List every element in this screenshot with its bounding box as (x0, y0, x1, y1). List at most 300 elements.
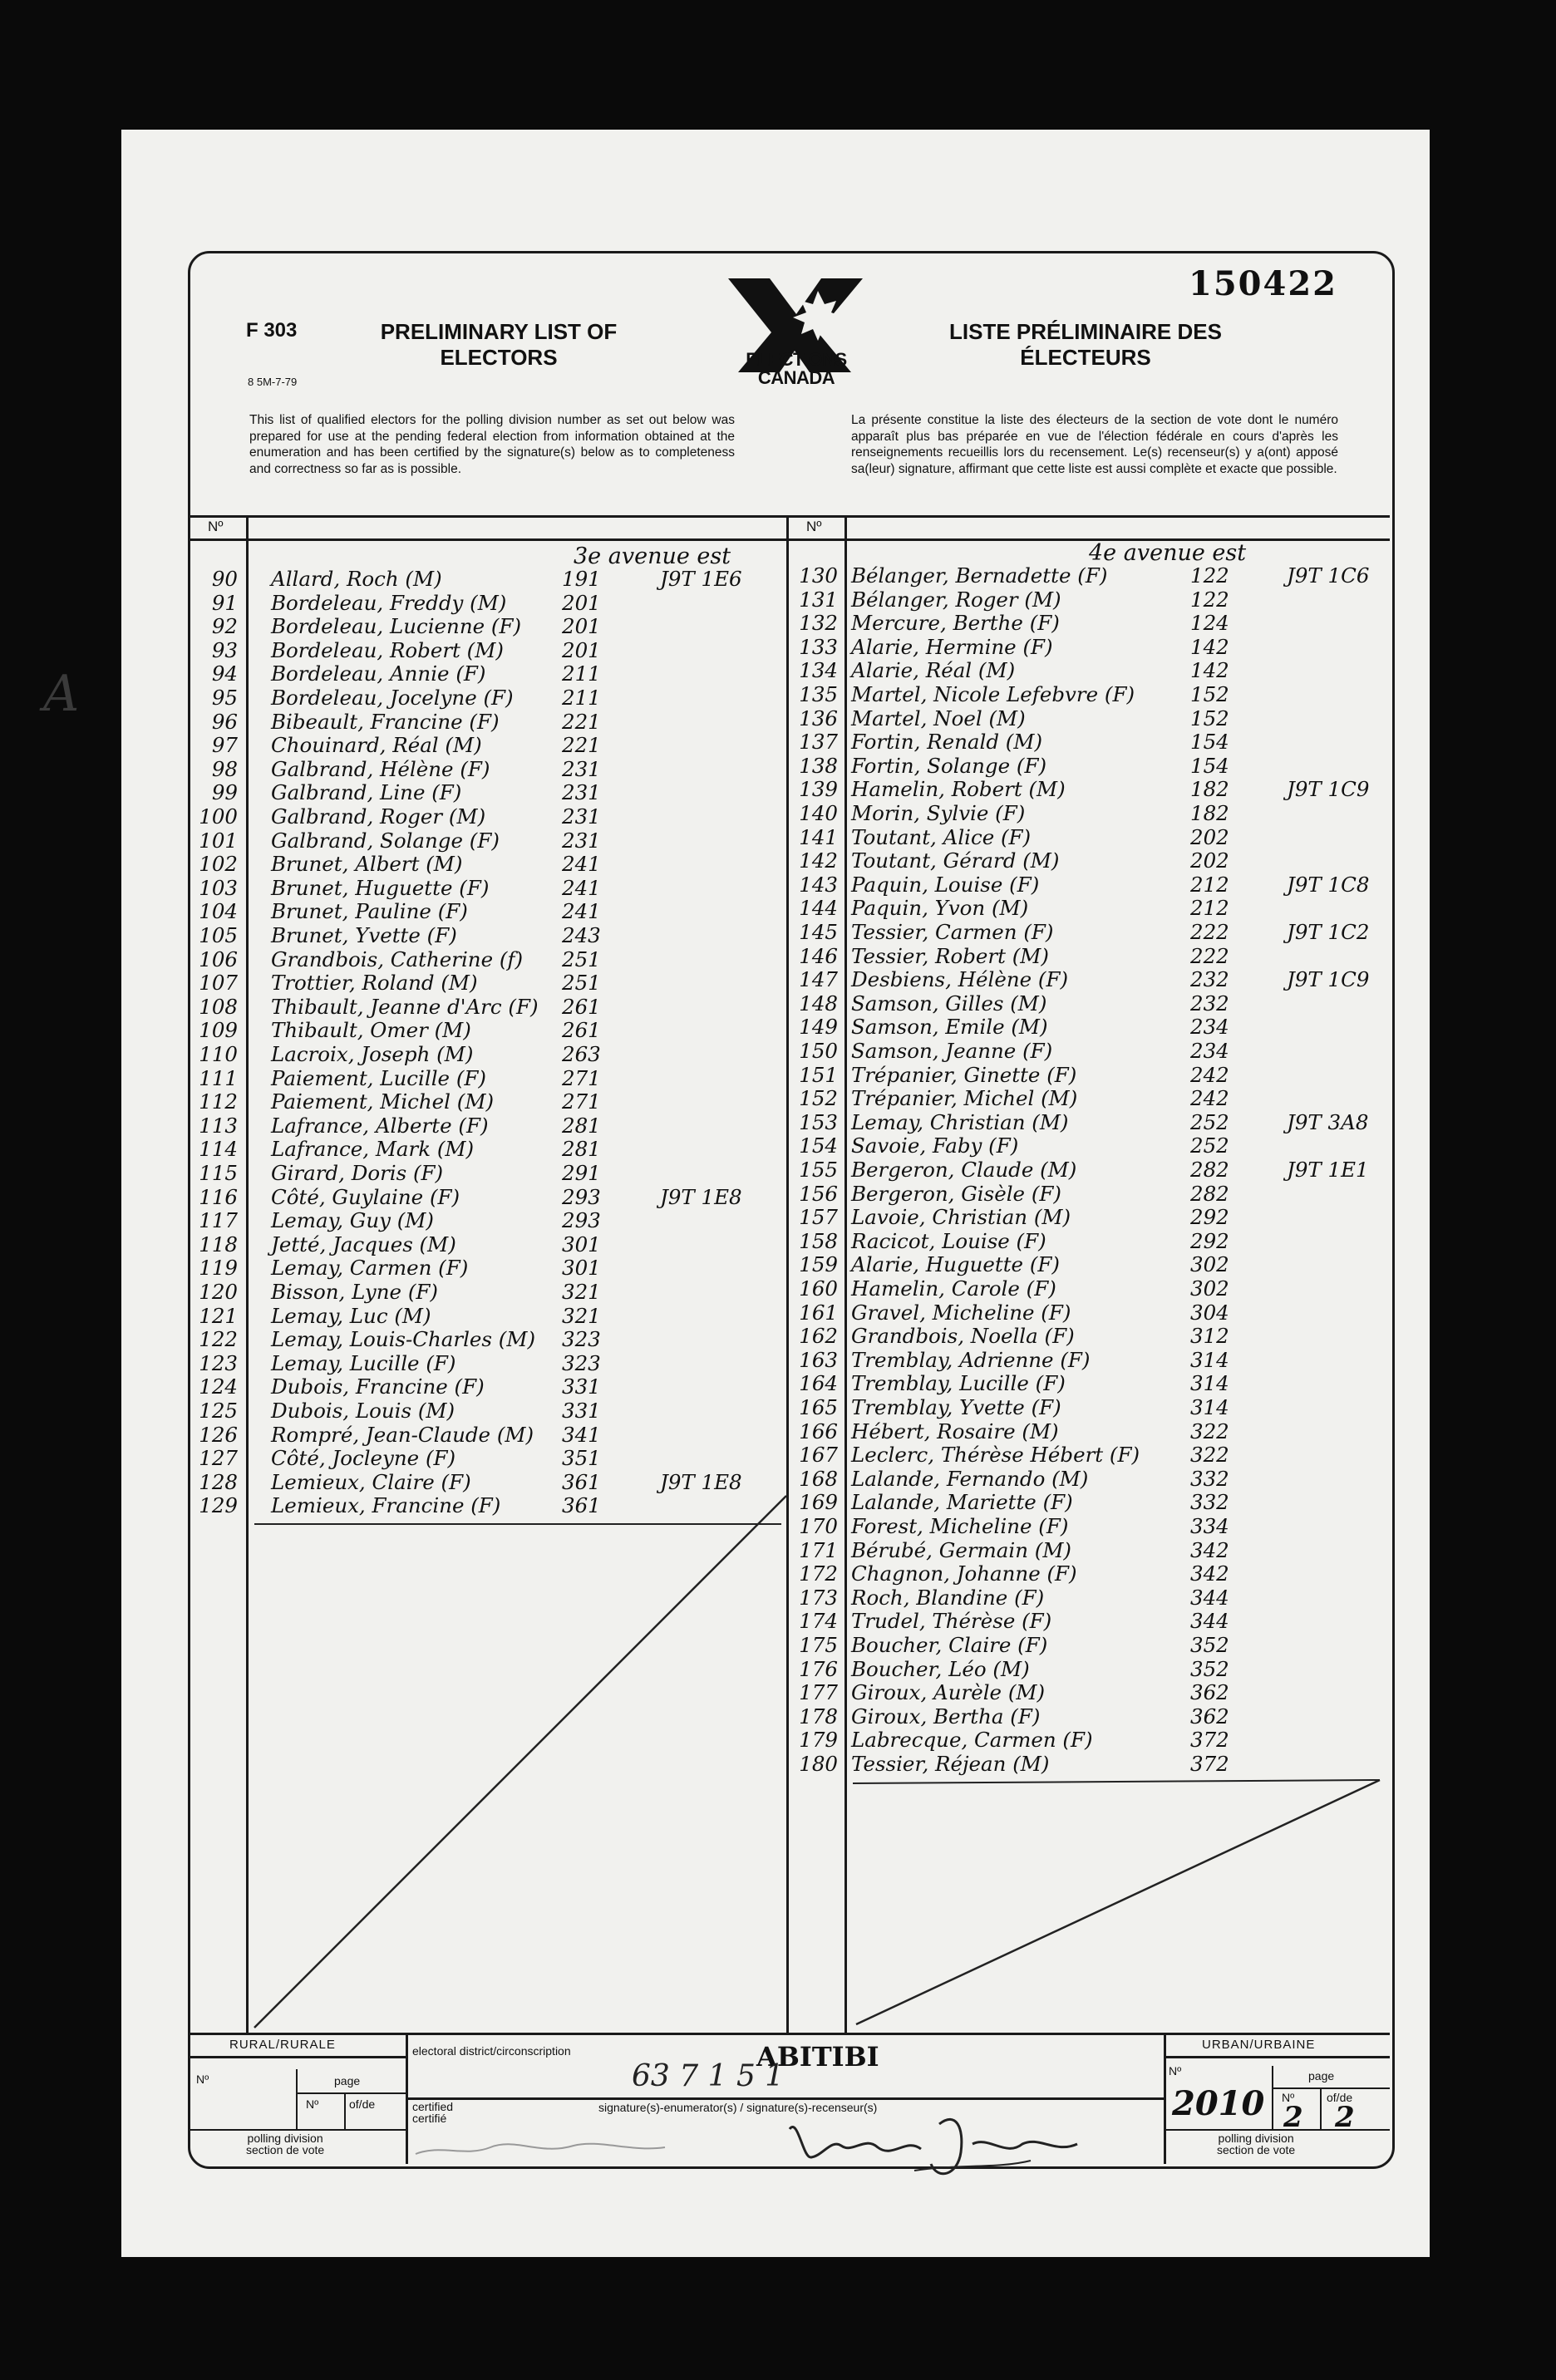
elector-number: 104 (199, 899, 238, 924)
elector-number: 159 (799, 1252, 838, 1277)
elector-address: 201 (562, 614, 601, 639)
elector-name: Bergeron, Claude (M) (851, 1158, 1077, 1182)
elector-name: Côté, Guylaine (F) (271, 1184, 460, 1209)
elector-number: 149 (799, 1015, 838, 1040)
elector-number: 91 (211, 590, 238, 615)
elector-number: 128 (199, 1469, 238, 1494)
elector-name: Alarie, Réal (M) (851, 658, 1016, 683)
left-number-header: Nº (208, 519, 224, 534)
elector-address: 312 (1190, 1324, 1229, 1349)
elector-number: 95 (211, 686, 238, 710)
elector-name: Toutant, Gérard (M) (851, 848, 1060, 873)
elector-number: 98 (211, 756, 238, 781)
elector-name: Lafrance, Mark (M) (271, 1137, 475, 1162)
elector-number: 116 (199, 1184, 238, 1209)
elector-address: 321 (562, 1303, 601, 1328)
elector-address: 222 (1190, 920, 1229, 944)
elector-address: 241 (562, 875, 601, 900)
intro-french: La présente constitue la liste des électeurs de la section de vote dont le numéro apparaît plus bas préparée en vue de l'élection fédérale en cours d'après les renseignements recueillis lors du recensement. Le(s) recenseur(s) y a(ont) apposé sa(leur) signature, affirmant que cette liste est aussi complète et exacte que possible. (851, 413, 1338, 476)
form-code: F 303 (246, 319, 298, 342)
elector-name: Desbiens, Hélène (F) (851, 967, 1069, 992)
elector-name: Allard, Roch (M) (271, 567, 442, 591)
elector-name: Tremblay, Yvette (F) (851, 1395, 1061, 1419)
elector-number: 121 (199, 1303, 238, 1328)
urban-no-label: Nº (1169, 2064, 1182, 2078)
elector-address: 321 (562, 1280, 601, 1304)
elector-number: 165 (799, 1395, 838, 1419)
elector-name: Brunet, Albert (M) (271, 852, 463, 877)
elector-number: 168 (799, 1466, 838, 1491)
signature-label: signature(s)-enumerator(s) / signature(s)-recenseur(s) (598, 2101, 878, 2114)
elector-name: Labrecque, Carmen (F) (851, 1728, 1093, 1753)
elector-number: 176 (799, 1656, 838, 1681)
title-french: LISTE PRÉLIMINAIRE DES ÉLECTEURS (949, 319, 1222, 370)
elector-address: 231 (562, 780, 601, 805)
elector-name: Fortin, Solange (F) (851, 753, 1046, 778)
elector-number: 134 (799, 658, 838, 683)
elector-address: 122 (1190, 587, 1229, 612)
elector-address: 124 (1190, 611, 1229, 636)
elector-name: Tremblay, Adrienne (F) (851, 1347, 1091, 1372)
faint-signature (416, 2144, 665, 2154)
elector-name: Leclerc, Thérèse Hébert (F) (851, 1443, 1140, 1468)
elector-number: 143 (799, 872, 838, 897)
elector-number: 117 (199, 1208, 238, 1233)
elector-address: 211 (562, 661, 601, 686)
urban-polling-label: polling division section de vote (1217, 2132, 1296, 2156)
elector-address: 201 (562, 590, 601, 615)
elector-name: Paquin, Louise (F) (851, 872, 1040, 897)
elector-name: Hamelin, Robert (M) (851, 777, 1066, 802)
elector-address: 304 (1190, 1300, 1229, 1325)
elector-number: 153 (799, 1109, 838, 1134)
elector-number: 120 (199, 1280, 238, 1304)
elector-number: 93 (211, 637, 238, 662)
elector-address: 242 (1190, 1062, 1229, 1087)
elector-name: Forest, Micheline (F) (851, 1514, 1069, 1538)
elector-number: 151 (799, 1062, 838, 1087)
elector-address: 334 (1190, 1514, 1229, 1538)
elector-number: 111 (199, 1065, 238, 1090)
elector-address: 232 (1190, 967, 1229, 992)
logo-wordmark: ELECTIONS CANADA (746, 349, 847, 388)
elector-name: Bergeron, Gisèle (F) (851, 1181, 1061, 1206)
elector-number: 123 (199, 1350, 238, 1375)
elector-number: 136 (799, 706, 838, 730)
elector-number: 137 (799, 730, 838, 755)
elector-address: 322 (1190, 1419, 1229, 1443)
urban-of-label: of/de (1327, 2091, 1353, 2104)
elector-name: Lemieux, Claire (F) (271, 1469, 471, 1494)
elector-address: 352 (1190, 1633, 1229, 1657)
elector-postal-code: J9T 1E8 (660, 1469, 742, 1494)
elector-name: Lemieux, Francine (F) (271, 1493, 501, 1518)
elector-number: 147 (799, 967, 838, 992)
elector-number: 100 (199, 804, 238, 829)
elector-name: Bordeleau, Annie (F) (271, 661, 486, 686)
elector-address: 302 (1190, 1252, 1229, 1277)
elector-name: Jetté, Jacques (M) (271, 1232, 456, 1256)
elector-name: Girard, Doris (F) (271, 1161, 444, 1185)
elector-name: Hébert, Rosaire (M) (851, 1419, 1059, 1443)
elector-name: Lemay, Guy (M) (271, 1208, 434, 1233)
elector-name: Samson, Emile (M) (851, 1015, 1048, 1040)
elector-name: Boucher, Claire (F) (851, 1633, 1048, 1657)
elector-name: Bérubé, Germain (M) (851, 1537, 1071, 1562)
elector-name: Chagnon, Johanne (F) (851, 1561, 1077, 1586)
elector-name: Gravel, Micheline (F) (851, 1300, 1071, 1325)
elector-address: 252 (1190, 1109, 1229, 1134)
elector-address: 292 (1190, 1205, 1229, 1230)
elector-address: 314 (1190, 1371, 1229, 1396)
elector-address: 152 (1190, 682, 1229, 706)
elector-name: Galbrand, Hélène (F) (271, 756, 490, 781)
elector-name: Bordeleau, Freddy (M) (271, 590, 507, 615)
elector-number: 164 (799, 1371, 838, 1396)
elector-address: 231 (562, 804, 601, 829)
elector-address: 142 (1190, 634, 1229, 659)
elector-name: Racicot, Louise (F) (851, 1228, 1046, 1253)
elector-number: 131 (799, 587, 838, 612)
elector-address: 271 (562, 1089, 601, 1114)
elector-address: 251 (562, 947, 601, 971)
elector-number: 174 (799, 1609, 838, 1634)
elector-address: 301 (562, 1256, 601, 1281)
elector-address: 332 (1190, 1466, 1229, 1491)
elector-address: 372 (1190, 1728, 1229, 1753)
margin-letter: A (43, 665, 80, 723)
form-date: 8 5M-7-79 (248, 376, 298, 388)
elector-address: 342 (1190, 1537, 1229, 1562)
elector-address: 202 (1190, 824, 1229, 849)
elector-address: 122 (1190, 563, 1229, 588)
elector-name: Lalande, Mariette (F) (851, 1490, 1073, 1515)
electoral-district-label: electoral district/circonscription (412, 2044, 571, 2058)
elector-name: Grandbois, Catherine (f) (271, 947, 524, 971)
elector-name: Lemay, Carmen (F) (271, 1256, 469, 1281)
right-number-header: Nº (806, 519, 822, 534)
elector-name: Brunet, Huguette (F) (271, 875, 490, 900)
elector-number: 163 (799, 1347, 838, 1372)
elector-address: 154 (1190, 730, 1229, 755)
elector-number: 156 (799, 1181, 838, 1206)
elector-number: 96 (211, 709, 238, 734)
elector-number: 109 (199, 1018, 238, 1043)
elector-number: 170 (799, 1514, 838, 1538)
left-street-header: 3e avenue est (574, 543, 731, 569)
elector-number: 103 (199, 875, 238, 900)
elector-number: 155 (799, 1158, 838, 1182)
page-number: 2 (1283, 2101, 1303, 2134)
elector-name: Mercure, Berthe (F) (851, 611, 1060, 636)
elector-address: 241 (562, 852, 601, 877)
elector-number: 172 (799, 1561, 838, 1586)
elector-number: 125 (199, 1399, 238, 1423)
elector-number: 101 (199, 828, 238, 853)
intro-english: This list of qualified electors for the polling division number as set out below was prepared for use at the pending federal election from information obtained at the enumeration and has been certified by the signature(s) below as to completeness and correctness so far as is possible. (249, 413, 735, 476)
elector-name: Lacroix, Joseph (M) (271, 1042, 474, 1066)
elector-address: 263 (562, 1042, 601, 1066)
elector-address: 221 (562, 733, 601, 758)
elector-address: 231 (562, 756, 601, 781)
rural-page-no-label: Nº (306, 2097, 319, 2111)
elector-address: 314 (1190, 1395, 1229, 1419)
elector-name: Tessier, Carmen (F) (851, 920, 1054, 944)
elector-name: Martel, Nicole Lefebvre (F) (851, 682, 1135, 706)
elector-address: 241 (562, 899, 601, 924)
urban-page-no-label: Nº (1282, 2091, 1295, 2104)
elector-name: Bordeleau, Lucienne (F) (271, 614, 522, 639)
elector-address: 243 (562, 923, 601, 947)
elector-address: 202 (1190, 848, 1229, 873)
certified-label: certified certifié (412, 2100, 454, 2125)
signature-first-name (790, 2127, 921, 2158)
elector-number: 92 (211, 614, 238, 639)
elector-address: 212 (1190, 872, 1229, 897)
elector-address: 261 (562, 994, 601, 1019)
elector-number: 179 (799, 1728, 838, 1753)
elector-name: Côté, Jocleyne (F) (271, 1446, 456, 1471)
elector-number: 166 (799, 1419, 838, 1443)
elector-number: 144 (799, 896, 838, 921)
elector-number: 175 (799, 1633, 838, 1657)
elector-number: 107 (199, 971, 238, 996)
elector-number: 105 (199, 923, 238, 947)
elector-name: Morin, Sylvie (F) (851, 801, 1026, 825)
elector-postal-code: J9T 1C9 (1287, 777, 1370, 802)
elector-number: 118 (199, 1232, 238, 1256)
document-number: 150422 (1189, 264, 1337, 303)
elector-name: Lavoie, Christian (M) (851, 1205, 1071, 1230)
elector-address: 142 (1190, 658, 1229, 683)
elector-number: 90 (211, 567, 238, 591)
elector-name: Tremblay, Lucille (F) (851, 1371, 1066, 1396)
elector-name: Paiement, Lucille (F) (271, 1065, 486, 1090)
elector-name: Bordeleau, Jocelyne (F) (271, 686, 514, 710)
elector-name: Dubois, Louis (M) (271, 1399, 455, 1423)
elector-address: 314 (1190, 1347, 1229, 1372)
elector-address: 182 (1190, 777, 1229, 802)
elector-number: 97 (211, 733, 238, 758)
elector-name: Trottier, Roland (M) (271, 971, 478, 996)
elector-address: 222 (1190, 943, 1229, 968)
elector-address: 302 (1190, 1276, 1229, 1301)
elector-address: 361 (562, 1493, 601, 1518)
district-code-handwritten: 63 7 1 5 1 (632, 2059, 785, 2093)
elector-name: Grandbois, Noella (F) (851, 1324, 1075, 1349)
elector-address: 282 (1190, 1158, 1229, 1182)
elector-postal-code: J9T 1C8 (1287, 872, 1370, 897)
elector-address: 293 (562, 1184, 601, 1209)
elector-name: Hamelin, Carole (F) (851, 1276, 1056, 1301)
elector-number: 94 (211, 661, 238, 686)
elector-number: 167 (799, 1443, 838, 1468)
elector-name: Lemay, Luc (M) (271, 1303, 431, 1328)
elector-number: 148 (799, 991, 838, 1015)
elector-address: 293 (562, 1208, 601, 1233)
elector-name: Bisson, Lyne (F) (271, 1280, 438, 1304)
elector-address: 154 (1190, 753, 1229, 778)
elector-number: 127 (199, 1446, 238, 1471)
elector-address: 281 (562, 1113, 601, 1138)
rural-no-label: Nº (196, 2073, 209, 2086)
elector-number: 139 (799, 777, 838, 802)
elector-name: Galbrand, Line (F) (271, 780, 462, 805)
elector-address: 152 (1190, 706, 1229, 730)
elector-address: 291 (562, 1161, 601, 1185)
elector-number: 106 (199, 947, 238, 971)
elector-postal-code: J9T 1E8 (660, 1184, 742, 1209)
elector-name: Trépanier, Michel (M) (851, 1086, 1078, 1111)
elector-name: Tessier, Robert (M) (851, 943, 1049, 968)
elector-address: 372 (1190, 1752, 1229, 1776)
elector-name: Samson, Gilles (M) (851, 991, 1047, 1015)
elector-name: Galbrand, Solange (F) (271, 828, 500, 853)
elector-number: 161 (799, 1300, 838, 1325)
elector-name: Toutant, Alice (F) (851, 824, 1032, 849)
elector-number: 142 (799, 848, 838, 873)
elector-name: Roch, Blandine (F) (851, 1585, 1045, 1610)
elector-name: Boucher, Léo (M) (851, 1656, 1030, 1681)
title-english: PRELIMINARY LIST OF ELECTORS (380, 319, 618, 370)
elector-address: 344 (1190, 1585, 1229, 1610)
rural-polling-label: polling division section de vote (246, 2132, 325, 2156)
elector-number: 102 (199, 852, 238, 877)
elector-name: Alarie, Hermine (F) (851, 634, 1053, 659)
elector-number: 160 (799, 1276, 838, 1301)
elector-number: 173 (799, 1585, 838, 1610)
elector-name: Lemay, Christian (M) (851, 1109, 1069, 1134)
urban-label: URBAN/URBAINE (1202, 2038, 1316, 2052)
elector-name: Lemay, Lucille (F) (271, 1350, 456, 1375)
elector-number: 126 (199, 1422, 238, 1447)
elector-name: Galbrand, Roger (M) (271, 804, 486, 829)
elector-name: Rompré, Jean-Claude (M) (271, 1422, 534, 1447)
rural-label: RURAL/RURALE (229, 2038, 336, 2052)
elector-number: 171 (799, 1537, 838, 1562)
elector-number: 132 (799, 611, 838, 636)
elector-address: 182 (1190, 801, 1229, 825)
elector-address: 342 (1190, 1561, 1229, 1586)
elector-address: 292 (1190, 1228, 1229, 1253)
elector-address: 332 (1190, 1490, 1229, 1515)
elector-number: 177 (799, 1680, 838, 1705)
elector-address: 352 (1190, 1656, 1229, 1681)
elector-address: 242 (1190, 1086, 1229, 1111)
elector-number: 115 (199, 1161, 238, 1185)
elector-number: 129 (199, 1493, 238, 1518)
elector-number: 133 (799, 634, 838, 659)
elector-name: Dubois, Francine (F) (271, 1374, 485, 1399)
elector-address: 331 (562, 1374, 601, 1399)
elector-address: 191 (562, 567, 601, 591)
elector-address: 344 (1190, 1609, 1229, 1634)
elector-name: Fortin, Renald (M) (851, 730, 1042, 755)
elector-address: 323 (562, 1350, 601, 1375)
elector-number: 180 (799, 1752, 838, 1776)
elector-address: 362 (1190, 1704, 1229, 1728)
elector-postal-code: J9T 3A8 (1287, 1109, 1369, 1134)
elector-number: 169 (799, 1490, 838, 1515)
elector-number: 122 (199, 1327, 238, 1352)
elector-number: 150 (799, 1039, 838, 1063)
elector-number: 138 (799, 753, 838, 778)
elector-address: 361 (562, 1469, 601, 1494)
district-name: ABITIBI (756, 2041, 879, 2073)
elector-name: Trudel, Thérèse (F) (851, 1609, 1052, 1634)
elector-number: 113 (199, 1113, 238, 1138)
elector-name: Giroux, Aurèle (M) (851, 1680, 1046, 1705)
urban-page-label: page (1308, 2069, 1335, 2082)
elector-name: Bibeault, Francine (F) (271, 709, 500, 734)
elector-name: Bélanger, Roger (M) (851, 587, 1061, 612)
elector-name: Samson, Jeanne (F) (851, 1039, 1053, 1063)
elector-address: 323 (562, 1327, 601, 1352)
elector-number: 114 (199, 1137, 238, 1162)
elector-number: 99 (211, 780, 238, 805)
elector-name: Chouinard, Réal (M) (271, 733, 482, 758)
elector-name: Giroux, Bertha (F) (851, 1704, 1041, 1728)
elector-name: Lafrance, Alberte (F) (271, 1113, 489, 1138)
rural-of-label: of/de (349, 2097, 376, 2111)
elector-number: 178 (799, 1704, 838, 1728)
elector-address: 271 (562, 1065, 601, 1090)
elector-address: 351 (562, 1446, 601, 1471)
elector-address: 234 (1190, 1015, 1229, 1040)
elector-name: Tessier, Réjean (M) (851, 1752, 1050, 1776)
elector-number: 108 (199, 994, 238, 1019)
elector-number: 119 (199, 1256, 238, 1281)
rural-page-label: page (334, 2074, 361, 2087)
elector-address: 331 (562, 1399, 601, 1423)
elector-number: 141 (799, 824, 838, 849)
elector-address: 282 (1190, 1181, 1229, 1206)
elector-address: 301 (562, 1232, 601, 1256)
elector-name: Lemay, Louis-Charles (M) (271, 1327, 535, 1352)
elector-address: 234 (1190, 1039, 1229, 1063)
elector-name: Trépanier, Ginette (F) (851, 1062, 1077, 1087)
elector-name: Martel, Noel (M) (851, 706, 1026, 730)
elector-number: 158 (799, 1228, 838, 1253)
elector-address: 231 (562, 828, 601, 853)
elector-address: 281 (562, 1137, 601, 1162)
elector-address: 261 (562, 1018, 601, 1043)
elector-number: 145 (799, 920, 838, 944)
elector-postal-code: J9T 1C9 (1287, 967, 1370, 992)
elector-name: Bélanger, Bernadette (F) (851, 563, 1108, 588)
elector-name: Thibault, Jeanne d'Arc (F) (271, 994, 539, 1019)
elector-address: 201 (562, 637, 601, 662)
elector-name: Bordeleau, Robert (M) (271, 637, 504, 662)
elector-number: 157 (799, 1205, 838, 1230)
elector-number: 154 (799, 1133, 838, 1158)
elector-name: Thibault, Omer (M) (271, 1018, 471, 1043)
elector-postal-code: J9T 1C6 (1287, 563, 1370, 588)
elector-number: 110 (199, 1042, 238, 1066)
elector-name: Savoie, Faby (F) (851, 1133, 1019, 1158)
elector-number: 152 (799, 1086, 838, 1111)
elector-name: Lalande, Fernando (M) (851, 1466, 1089, 1491)
elector-number: 112 (199, 1089, 238, 1114)
elector-name: Brunet, Yvette (F) (271, 923, 457, 947)
elector-address: 362 (1190, 1680, 1229, 1705)
elector-postal-code: J9T 1C2 (1287, 920, 1370, 944)
elector-address: 211 (562, 686, 601, 710)
elector-number: 124 (199, 1374, 238, 1399)
elector-number: 135 (799, 682, 838, 706)
elector-address: 232 (1190, 991, 1229, 1015)
elector-address: 212 (1190, 896, 1229, 921)
